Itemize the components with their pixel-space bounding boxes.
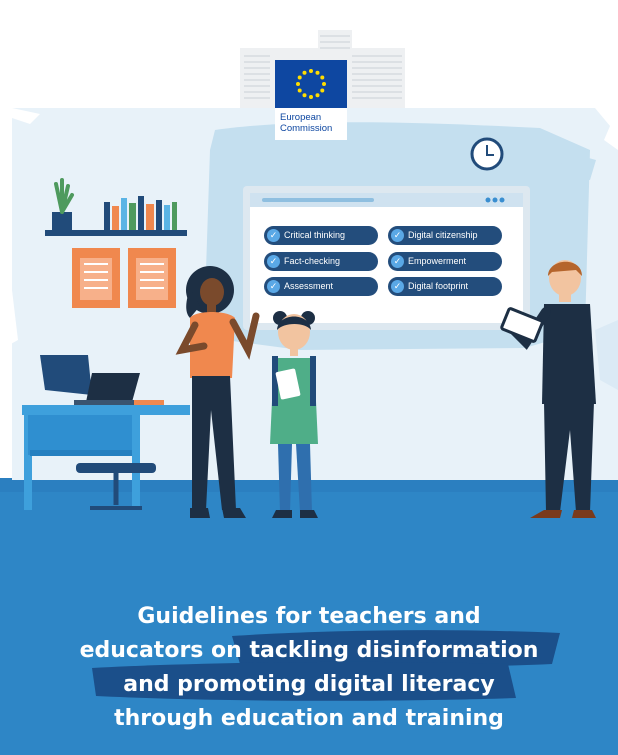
topic-pill (388, 277, 502, 296)
check-icon: ✓ (391, 229, 404, 242)
check-icon: ✓ (267, 255, 280, 268)
logo-line-1: European (280, 112, 322, 123)
topic-pill (388, 226, 502, 245)
topic-label: Digital footprint (408, 281, 469, 291)
clock-icon (472, 139, 502, 169)
check-icon: ✓ (267, 280, 280, 293)
notebook (134, 400, 164, 405)
laptop (86, 373, 140, 402)
chair-back (40, 355, 92, 395)
title-line-4: through education and training (114, 706, 504, 731)
logo-wordmark (275, 108, 347, 140)
topic-pill (264, 252, 378, 271)
topic-pill (264, 277, 378, 296)
title-line-2 (0, 634, 618, 668)
topic-label: Assessment (284, 281, 334, 291)
topic-label: Fact-checking (284, 256, 341, 266)
title-line-2-start: educators on (79, 638, 250, 663)
title-line-3: and promoting digital literacy (123, 672, 495, 697)
title-line-2-highlight: tackling disinformation (249, 638, 539, 663)
topic-label: Critical thinking (284, 230, 346, 240)
check-icon: ✓ (267, 229, 280, 242)
screen-topic-list (264, 226, 508, 298)
plant-pot (52, 212, 72, 230)
topic-label: Digital citizenship (408, 230, 478, 240)
european-commission-logo (275, 60, 347, 140)
cover-title (0, 600, 618, 736)
topic-label: Empowerment (408, 256, 467, 266)
eu-flag-icon (275, 60, 347, 108)
check-icon: ✓ (391, 255, 404, 268)
check-icon: ✓ (391, 280, 404, 293)
topic-pill (264, 226, 378, 245)
logo-line-2: Commission (280, 123, 333, 134)
title-line-1: Guidelines for teachers and (137, 604, 481, 629)
topic-pill (388, 252, 502, 271)
